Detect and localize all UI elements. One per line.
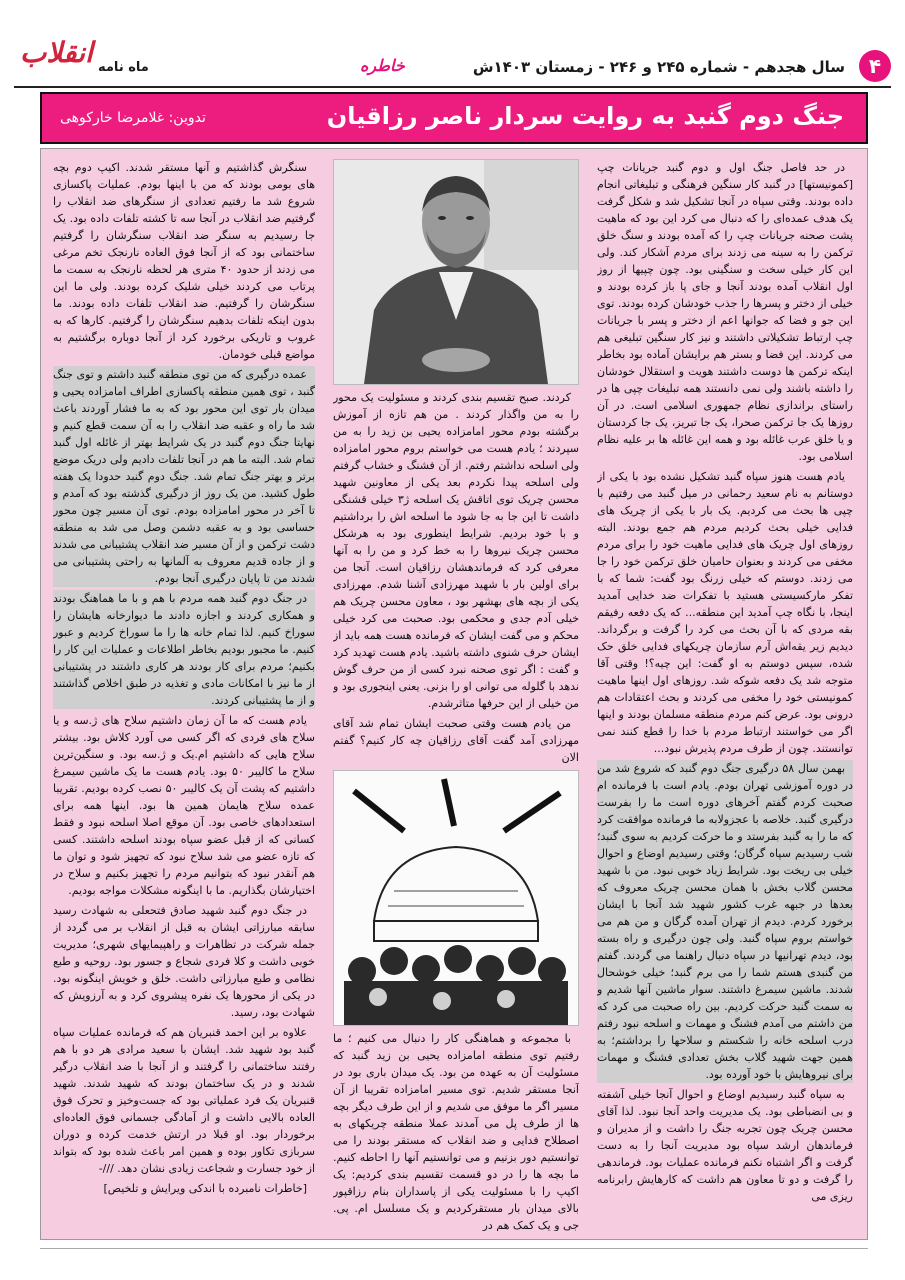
paragraph: یادم هست هنوز سپاه گنبد تشکیل نشده بود با یکی از دوستانم به نام سعید رحمانی در میل گنبد می رفتیم با چپی ها بحث می کردیم. یک بار با یکی از چریک های فدایی خیلی بحث کردیم مردم هم جمع بودند. البته روزهای اول چریک های فدایی ماهیت خود را برای مردم مخفی می کردند و بعنوان حامیان خلق ترکمن خود را جا می زدند. دوستم که خیلی زرنگ بود گفت: شما که با تفکر مارکسیستی هستید با تفکرات ضد خدایی آمدید اینجا، با نگاه چپ آمدید این منطقه... که یک دفعه رفیقم بقه مردی که با آن بحث می کرد را گرفت و برگرداند. دیدیم زیر یقه‌اش آرم سازمان چریکهای فدایی خلق حک شده، سپس دوستم به او گفت: این چیه؟! وقتی آقا متوجه شد یک دفعه شوکه شد. روزهای اول اینها ماهیت کمونیستی خود را مخفی می کردند و بحث اعتقادات هم درونی بود. عرض کنم مردم منطقه مسلمان بودند و اینها اگر می خواستند ارتباط مردم با خدا را قطع کنند نمی توانستند. چون از طرف مردم پذیرش نبود... xyxy=(597,470,853,755)
page-header xyxy=(0,0,905,88)
title-banner xyxy=(40,92,868,144)
issue-info: سال هجدهم - شماره ۲۴۵ و ۲۴۶ - زمستان ۱۴۰۳ش xyxy=(472,58,845,76)
section-tag: خاطره xyxy=(360,56,405,75)
author-credit: تدوین: غلامرضا خارکوهی xyxy=(60,110,206,126)
portrait-illustration xyxy=(334,160,578,384)
paragraph: در حد فاصل جنگ اول و دوم گنبد جریانات چپ [کمونیستها] در گنبد کار سنگین فرهنگی و تبلیغاتی انجام داده بودند. وقتی سپاه در آنجا تشکیل شد و شکل گرفت یک هدف عمده‌ای را که دنبال می کرد این بود که ماهیت پشت صحنه جریانات چپ را که آمده بودند و سنگ خلق ترکمن را به سینه می زدند برای مردم آشکار کند. ولی این کار خیلی سخت و سنگینی بود. چون چپیها از روز اول انقلاب آمده بودند آنجا و جای پا باز کرده بودند و خیلی از دختر و پسرها را جذب خودشان کرده بودند. توی این جو و فضا که جوانها اعم از دختر و پسر با جریانات چپ ارتباط تشکیلاتی داشتند و نیز کار سنگین تبلیغی هم می کردند. این فضا و بستر هم برایشان آماده بود بخاطر اینکه ترکمن ها دوست داشتند هویت و استقلال خودشان را داشته باشند ولی نمی دانستند همه تبلیغات چپی ها در راستای براندازی نظام جمهوری اسلامی است. در آن روزها یک جا ترکمن صحرا، یک جا تبریز، یک جا کردستان و یا خلق عرب غائله بود و همه این غائله ها بر علیه نظام اسلامی بود. xyxy=(597,161,853,463)
header-divider xyxy=(14,86,891,88)
page-number: ۴ xyxy=(868,54,882,78)
war-sketch xyxy=(334,771,578,1025)
magazine-prefix: ماه نامه xyxy=(98,60,149,75)
paragraph-highlighted: در جنگ دوم گنبد همه مردم با هم و با ما هماهنگ بودند و همکاری کردند و اجازه دادند ما دیوارخانه هایشان را سوراخ کنیم. لذا تمام خانه ها را ما سوراخ کردیم و عبور کنیم. ما مجبور بودیم بخاطر اطلاعات و عملیات این کار را بکنیم؛ مردم برای کار بودند هر کاری داشتند در پشتیبانی از ما نیز با امکانات مادی و تغذیه در طبق اخلاص گذاشتند و از ما پشتیبانی کردند. xyxy=(53,592,315,707)
column-left xyxy=(53,159,315,1231)
footer-divider xyxy=(40,1248,868,1249)
article-body xyxy=(40,148,868,1240)
editor-note: [خاطرات نامبرده با اندکی ویرایش و تلخیص] xyxy=(103,1182,307,1195)
paragraph: کردند. صبح تقسیم بندی کردند و مسئولیت یک محور را به من واگذار کردند . من هم تازه از آموزش برگشته بودم محور امامزاده یحیی بن زید را به من سپردند ؛ یادم هست می خواستم بروم محور امامزاده ولی اسلحه نداشتم رفتم. از آن فشنگ و خشاب گرفتم ولی اسلحه پیدا نکردم بعد یکی از معاونین شهید محسن چریک توی اتاقش یک اسلحه ژ۳ خیلی قشنگی داشت تا این جا به جا شود ما اسلحه اش را برداشتیم و با خود بردیم. شرایط اینطوری بود به هرشکل محسن چریک نیروها را به خط کرد و من را به آنها معرفی کرد که فرماندهشان رزاقیان است. آنجا من برای اولین بار با شهید مهرزادی آشنا شدم. مهرزادی یکی از بچه های بهشهر بود ، معاون محسن چریک هم خیلی آدم جدی و محکمی بود. صحبت می کرد خیلی محکم و می گفت ایشان که فرمانده هست همه باید از ایشان حرف شنوی داشته باشید. یادم هست تهدید کرد و گفت : اگر توی صحنه نبرد کسی از من حرف گوش ندهد با گلوله می توانی او را بزنی. یعنی اینجوری بود و من خیلی از این حرفها متاثرشدم. xyxy=(333,391,579,710)
column-right xyxy=(597,159,853,1231)
war-illustration xyxy=(333,770,579,1026)
paragraph: با مجموعه و هماهنگی کار را دنبال می کنیم ؛ ما رفتیم توی منطقه امامزاده یحیی بن زید گنبد که مسئولیت آن به عهده من بود. یک میدان باری بود در آنجا مستقر شدیم. توی مسیر امامزاده تقریبا از آن مسیر اگر ما موفق می شدیم و از این طرف دیگر بچه ها از طرف پل می آمدند عملا منطقه چریکهای به اصطلاح فدایی و ضد انقلاب که مستقر بودند را می توانستیم دور بزنیم و می توانستیم آنها را احاطه کنیم. ما بچه ها را در دو قسمت تقسیم بندی کردیم: یک اکیپ را با مسئولیت یکی از پاسداران بنام رزاقپور بالای میدان بار مستقرکردیم و یک مسلسل ام. پی. جی و یک کمک هم در xyxy=(333,1032,579,1231)
page-number-badge xyxy=(859,50,891,82)
paragraph: یادم هست که ما آن زمان داشتیم سلاح های ژ.سه و یا سلاح های فردی که اگر کسی می آورد کلاش بود. بیشتر سلاح هایی که داشتیم ام.یک و ژ.سه بود. و سنگین‌ترین سلاح ما کالیبر ۵۰ بود. یادم هست ما یک ماشین سیمرغ داشتیم که پشت آن یک کالیبر ۵۰ نصب کرده بودیم. تقریبا عمده سلاح هایمان همین ها بود. اینها همه برای استعدادهای خاصی بود. آن موقع اصلا اسلحه نبود و فقط کسانی که از قبل عضو سپاه بودند اسلحه داشتند. کسی که تازه عضو می شد سلاح نبود که تجهیز شود و توان ما هم آنقدر نبود که بتوانیم مردم را تجهیز بکنیم و سلاح در اختیارشان بگذاریم. ما با اینگونه مشکلات مواجه بودیم. xyxy=(53,714,315,897)
paragraph: سنگرش گذاشتیم و آنها مستقر شدند. اکیپ دوم بچه های بومی بودند که من با اینها بودم. عملیات پاکسازی شروع شد ما رفتیم تعدادی از سنگرهای ضد انقلاب را گرفتیم ضد انقلاب در آنجا سه تا کشته تلفات داده بود. یک جا رسیدیم به سنگر ضد انقلاب سنگرشان را گرفتیم ساختمانی بود که از آنجا فوق العاده نارنجک تخم مرغی می زدند از حدود ۴۰ متری هر لحظه نارنجک به سمت ما پرتاب می کردند خیلی شلیک کرده بودند. ولی ما این سنگرشان را گرفتیم. ضد انقلاب تلفات داده بودند. ما بدون اینکه تلفات بدهیم سنگرشان را گرفتیم. کارها که به غروب و تاریکی برخورد کرد از آنجا دوباره برگشتیم به مواضع قبلی خودمان. xyxy=(53,161,315,361)
magazine-logo: انقلاب xyxy=(20,36,93,69)
article-title: جنگ دوم گنبد به روایت سردار ناصر رزاقیان xyxy=(326,102,844,130)
paragraph: من یادم هست وقتی صحبت ایشان تمام شد آقای مهرزادی آمد گفت آقای رزاقیان چه کار کنیم؟ گفتم الان xyxy=(333,717,579,764)
portrait-photo xyxy=(333,159,579,385)
column-middle xyxy=(333,159,579,1231)
paragraph: در جنگ دوم گنبد شهید صادق فتحعلی به شهادت رسید سابقه مبارزاتی ایشان به قبل از انقلاب بر می گردد از جمله شرکت در تظاهرات و راهپیمایهای شهری؛ مدیریت خوبی داشت و کلا فردی شجاع و جسور بود. روحیه و طبع نظامی و طبع مبارزاتی داشت. خلق و خویش اینگونه بود. در یکی از محورها یک نفره پیشروی کرد و به آرزویش که شهادت بود، رسید. xyxy=(53,904,315,1019)
paragraph: به سپاه گنبد رسیدیم اوضاع و احوال آنجا خیلی آشفته و بی انضباطی بود. یک مدیریت واحد آنجا نبود. لذا آقای محسن چریک چون تجربه جنگ را داشت و از مدیران و فرماندهان ارشد سپاه بود مدیریت آنجا را به دست گرفت و اگر اشتباه نکنم فرمانده عملیات بود. فرماندهی را گرفت و دو تا معاون هم داشت که کارهایش رابرنامه ریزی می xyxy=(597,1088,853,1203)
paragraph-highlighted: عمده درگیری که من توی منطقه گنبد داشتم و توی جنگ گنبد ، توی همین منطقه پاکسازی اطراف امامزاده یحیی و میدان بار توی این محور بود که به ما فشار آوردند باعث شد ما راه و عقبه ضد انقلاب را به آن سمت قطع کنیم و نهایتا جنگ دوم گنبد در یک شرایط بهتر از غائله اول گنبد تمام شد. البته ما هم در آنجا تلفات دادیم ولی دریک موضع برتر و بهتر جنگ تمام شد. جنگ دوم گنبد حدودا یک هفته طول کشید. من یک روز از درگیری گذشته بود که آمدم و تا آخر در محور امامزاده بودم. توی آن مسیر چون محور حساسی بود و به عقبه دشمن وصل می شد به منطقه دشت ترکمن و از آن مسیر ضد انقلاب پشتیبانی می شدند و از جاده قدیم معروف به آلمانها به راحتی پشتیبانی می شدند من تا پایان درگیری آنجا بودم. xyxy=(53,368,315,585)
paragraph-highlighted: بهمن سال ۵۸ درگیری جنگ دوم گنبد که شروع شد من در دوره آموزشی تهران بودم. یادم است با فرمانده ام صحبت کردم گفتم آخرهای دوره است ما را بفرست درگیری گنبد. خلاصه با عجزولابه ما فرمانده موافقت کرد که ما را به گنبد بفرستد و ما حرکت کردیم به سوی گنبد؛ شب رسیدیم سپاه گرگان؛ وقتی رسیدیم اوضاع و احوال خیلی بی ریخت بود. شرایط زیاد خوبی نبود. من با شهید محسن گلاب بخش با همان محسن چریک معروف که بعدها در جبهه غرب کشور شهید شد آنجا با ایشان برخورد کردم. دیدم از تهران آمده گرگان و من هم می خواستم بروم سپاه گنبد. ولی چون درگیری و راه بسته بود، دیدم تهرانیها در سپاه دنبال راهنما می گردند. گفتم من گنبدی هستم شما را می برم گنبد؛ خیلی خوشحال شدند. ماشین سیمرغ داشتند. سوار ماشین آنها شدیم و به سمت گنبد حرکت کردیم. بین راه صحبت می کرد که من داشتم می آمدم فشنگ و مهمات و اسلحه نبود رفتم درب اسلحه خانه را شکستم و سلاحها را برداشتم؛ به همین جهت شهید گلاب بخش تعدادی فشنگ و مهمات برای نیروهایش با خود آورده بود. xyxy=(597,762,853,1081)
paragraph: علاوه بر این احمد قنبریان هم که فرمانده عملیات سپاه گنبد بود شهید شد. ایشان با سعید مرادی هر دو با هم رفتند ساختمانی را گرفتند و از آنجا با ضد انقلاب درگیر شدند و در یک ساختمان بودند که شهید شدند. شهید قنبریان یک فرد عملیاتی بود که جست‌وخیز و تحرک فوق العاده بالایی داشت و از آمادگی جسمانی فوق العاده‌ای برخوردار بود. او قبلا در ارتش خدمت کرده و دوران سربازی تکاور بوده و همین امر باعث شده بود که بتواند از خود جسارت و شجاعت زیادی نشان دهد. ///- xyxy=(53,1026,315,1175)
